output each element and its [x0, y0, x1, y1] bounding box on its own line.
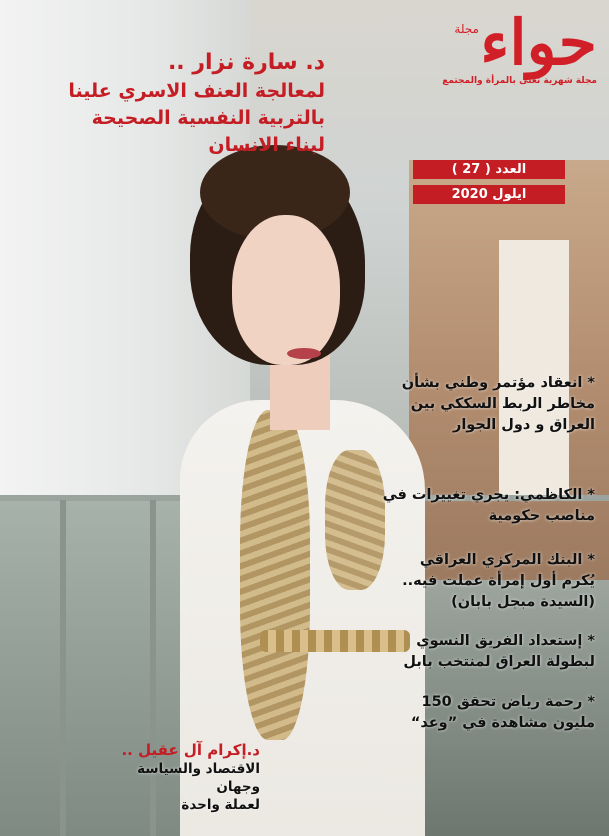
news-item: * البنك المركزي العراقي يُكرم أول إمرأة عملت فيه.. (السيدة مبجل بابان) — [402, 552, 595, 610]
rail-post — [60, 500, 66, 836]
secondary-headline-name: د.إكرام آل عقيل .. — [121, 741, 260, 759]
secondary-headline-line: الاقتصاد والسياسة وجهان — [137, 761, 260, 795]
dress-embroidery — [240, 410, 310, 740]
masthead — [407, 6, 597, 86]
background-column — [499, 240, 569, 500]
news-item: * رحمة رياض تحقق 150 مليون مشاهدة في ”وعد“ — [410, 694, 595, 731]
lips — [287, 348, 321, 359]
secondary-headline — [90, 740, 260, 814]
issue-number: العدد ( 27 ) — [413, 160, 565, 179]
main-headline — [10, 48, 325, 159]
news-item: * الكاظمي: يجري تغييرات في مناصب حكومية — [382, 487, 595, 524]
magazine-logo: حواء — [480, 6, 597, 79]
face — [232, 215, 340, 365]
headline-name: د. سارة نزار .. — [167, 50, 325, 75]
secondary-headline-line: لعملة واحدة — [181, 797, 260, 813]
news-item: * إستعداد الفريق النسوي لبطولة العراق لمنتخب بابل — [403, 633, 595, 670]
headline-line: لبناء الانسان — [208, 134, 325, 156]
magazine-tagline: مجلة شهرية تعنى بالمرأة والمجتمع — [442, 76, 597, 86]
headline-line: بالتربية النفسية الصحيحة — [91, 107, 325, 129]
logo-prefix: مجلة — [454, 22, 479, 36]
headline-line: لمعالجة العنف الاسري علينا — [68, 80, 325, 102]
issue-date: ايلول 2020 — [413, 185, 565, 204]
news-item: * انعقاد مؤتمر وطني بشأن مخاطر الربط السككي بين العراق و دول الجوار — [401, 375, 595, 433]
